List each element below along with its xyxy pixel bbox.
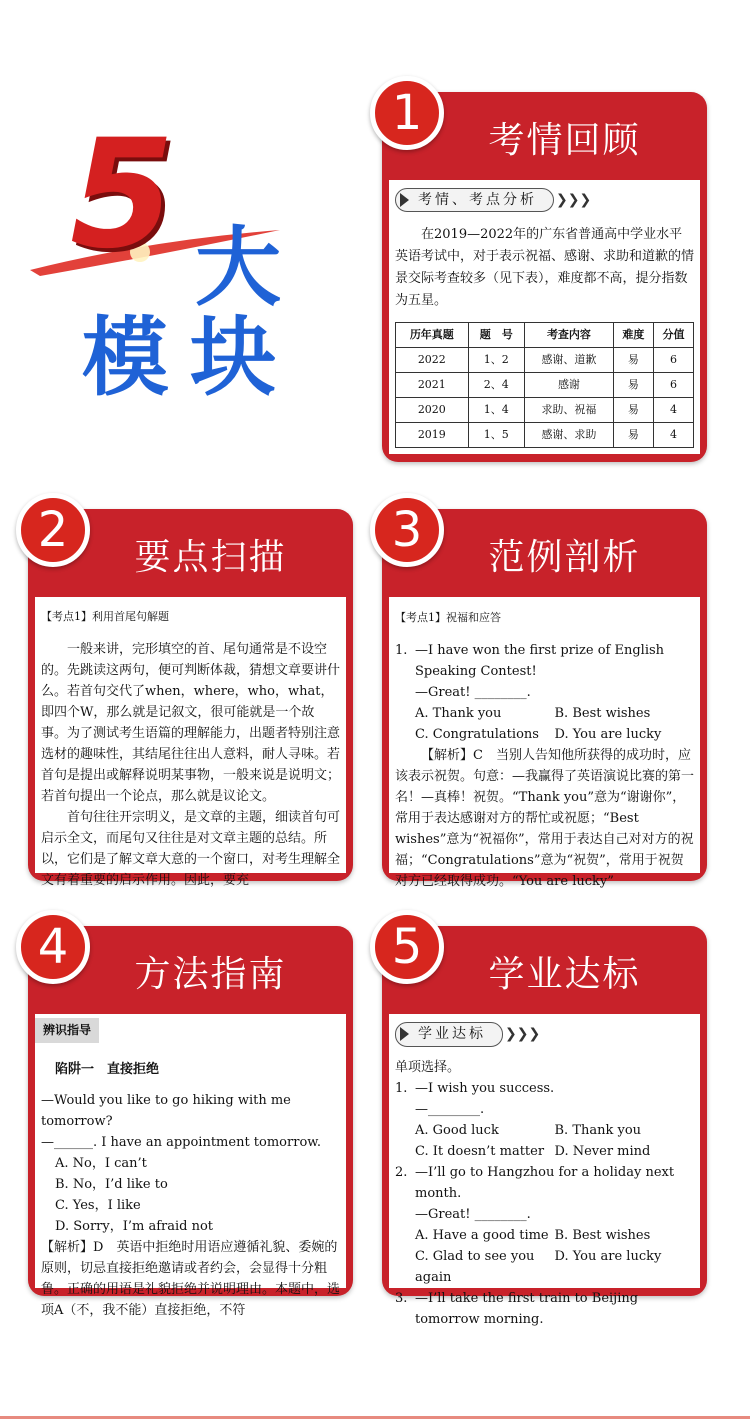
table-cell: 感谢 <box>524 373 613 398</box>
table-header: 历年真题 <box>396 323 469 348</box>
play-arrow-icon <box>400 1027 409 1041</box>
option-b: B. Best wishes <box>554 1228 651 1243</box>
card-title: 学业达标 <box>488 954 641 995</box>
module-card-1 <box>382 85 707 462</box>
paragraph-2: 首句往往开宗明义，是文章的主题，细读首句可启示全文，而尾句又往往是对文章主题的总结。所以，它们是了解文章大意的一个窗口，对考生理解全文有着重要的启示作用。因此，要充 <box>41 810 341 888</box>
table-cell: 易 <box>613 348 653 373</box>
option-a: A. Have a good time <box>415 1228 549 1243</box>
hero-line1: 大 <box>195 218 281 318</box>
table-cell: 6 <box>653 373 693 398</box>
card-content <box>389 1014 700 1327</box>
table-cell: 4 <box>653 423 693 448</box>
option-d: D. Never mind <box>554 1144 651 1159</box>
exam-table <box>395 322 694 448</box>
option-c: C. Glad to see you again <box>415 1249 535 1285</box>
question-line: —______. I have an appointment tomorrow. <box>41 1135 321 1150</box>
question-line: —I’ll take the first train to Beijing tomorrow morning. <box>415 1291 639 1327</box>
table-header: 难度 <box>613 323 653 348</box>
question-line: —Great! ________. <box>415 1207 531 1222</box>
table-cell: 求助、祝福 <box>524 398 613 423</box>
table-cell: 1、2 <box>468 348 524 373</box>
option-b: B. No，I’d like to <box>55 1177 168 1192</box>
intro-paragraph: 在2019—2022年的广东省普通高中学业水平英语考试中，对于表示祝福、感谢、求助和道歉的情景交际考查较多（见下表），难度都不高，提分指数为五星。 <box>395 227 695 308</box>
table-cell: 2、4 <box>468 373 524 398</box>
table-cell: 易 <box>613 373 653 398</box>
table-header: 分值 <box>653 323 693 348</box>
table-cell: 感谢、道歉 <box>524 348 613 373</box>
badge-2: 2 <box>16 493 90 567</box>
table-row <box>396 423 694 448</box>
section-pill: 学业达标 <box>395 1022 503 1047</box>
card-title: 考情回顾 <box>488 120 641 161</box>
option-d: D. You are lucky <box>554 1249 662 1264</box>
module-card-2 <box>28 502 353 888</box>
option-c: C. Congratulations <box>415 727 539 742</box>
option-a: A. Good luck <box>415 1123 499 1138</box>
question-line: —I have won the first prize of English Speaking Contest! <box>415 643 665 679</box>
chevrons-icon: ❯❯❯ <box>556 192 592 208</box>
hero-title <box>30 108 330 420</box>
chevrons-icon: ❯❯❯ <box>505 1026 541 1042</box>
card-content <box>35 597 346 888</box>
table-header: 题 号 <box>468 323 524 348</box>
trap-heading: 陷阱一 直接拒绝 <box>55 1062 160 1077</box>
table-row <box>396 398 694 423</box>
question-2: 2. —I’ll go to Hangzhou for a holiday next month. —Great! ________. A. Have a good time B. Best wishes C. Glad to see you again D. You are lucky <box>395 1162 694 1288</box>
question-line: —Would you like to go hiking with me tomorrow? <box>41 1093 291 1129</box>
table-header: 考查内容 <box>524 323 613 348</box>
module-card-3 <box>382 502 707 889</box>
point-heading: 【考点1】祝福和应答 <box>395 611 501 624</box>
module-card-4 <box>28 919 353 1318</box>
badge-4: 4 <box>16 910 90 984</box>
card-content <box>389 180 700 454</box>
option-c: C. It doesn’t matter <box>415 1144 545 1159</box>
table-cell: 2019 <box>396 423 469 448</box>
question-3: 3. —I’ll take the first train to Beijing tomorrow morning. <box>395 1288 694 1330</box>
paragraph-1: 一般来讲，完形填空的首、尾句通常是不设空的。先跳读这两句，便可判断体裁，猜想文章要讲什么。若首句交代了when，where，who，what，即四个W，那么就是记叙文，很可能就是一个故事。为了测试考生语篇的理解能力，出题者特别注意选材的趣味性，其结尾往往出人意料，耐人寻味。若首句是提出或解释说明某事物，一般来说是说明文；若首句提出一个论点，那么就是议论文。 <box>41 642 341 804</box>
module-card-5 <box>382 919 707 1327</box>
option-d: D. You are lucky <box>554 727 662 742</box>
table-cell: 2022 <box>396 348 469 373</box>
analysis-paragraph: 【解析】C 当别人告知他所获得的成功时，应该表示祝贺。句意：—我赢得了英语演说比赛的第一名！—真棒！祝贺。“Thank you”意为“谢谢你”，常用于表达感谢对方的帮忙或祝愿；“Best wishes”意为“祝福你”，常用于表达自己对对方的祝福；“Congratulations”意为“祝贺”，常用于祝贺对方已经取得成功。“You are lucky” <box>395 748 695 889</box>
badge-3: 3 <box>370 493 444 567</box>
card-title: 范例剖析 <box>488 537 641 578</box>
table-row <box>396 348 694 373</box>
card-content <box>35 1014 346 1318</box>
question-1: 1. —I have won the first prize of English Speaking Contest! —Great! ________. A. Thank you B. Best wishes C. Congratulations D. You are lucky <box>395 640 694 745</box>
question-line: —I wish you success. <box>415 1081 555 1096</box>
question-line: —Great! ________. <box>415 685 531 700</box>
section-tag: 辨识指导 <box>35 1018 99 1043</box>
card-title: 方法指南 <box>134 954 287 995</box>
card-title: 要点扫描 <box>134 537 287 578</box>
table-cell: 易 <box>613 423 653 448</box>
intro-text: 单项选择。 <box>395 1060 461 1075</box>
question-line: —________. <box>415 1102 485 1117</box>
option-d: D. Sorry，I’m afraid not <box>55 1219 214 1234</box>
table-cell: 4 <box>653 398 693 423</box>
table-cell: 1、4 <box>468 398 524 423</box>
point-heading: 【考点1】利用首尾句解题 <box>41 610 169 623</box>
question-1: 1. —I wish you success. —________. A. Good luck B. Thank you C. It doesn’t matter D. Never mind <box>395 1078 694 1162</box>
card-content <box>389 597 700 889</box>
analysis-paragraph: 【解析】D 英语中拒绝时用语应遵循礼貌、委婉的原则，切忌直接拒绝邀请或者约会，会显得十分粗鲁。正确的用语是礼貌拒绝并说明理由。本题中，选项A（不，我不能）直接拒绝，不符 <box>41 1240 341 1318</box>
table-cell: 2021 <box>396 373 469 398</box>
question-line: —I’ll go to Hangzhou for a holiday next month. <box>415 1165 675 1201</box>
table-row <box>396 373 694 398</box>
option-a: A. No，I can’t <box>55 1156 147 1171</box>
hero-line2: 模块 <box>82 308 298 408</box>
hero-number: 5 <box>70 108 175 282</box>
play-arrow-icon <box>400 193 409 207</box>
option-b: B. Thank you <box>554 1123 642 1138</box>
option-b: B. Best wishes <box>554 706 651 721</box>
table-cell: 易 <box>613 398 653 423</box>
badge-5: 5 <box>370 910 444 984</box>
table-cell: 感谢、求助 <box>524 423 613 448</box>
option-c: C. Yes，I like <box>55 1198 141 1213</box>
badge-1: 1 <box>370 76 444 150</box>
table-cell: 2020 <box>396 398 469 423</box>
section-pill: 考情、考点分析 <box>395 188 554 212</box>
table-cell: 1、5 <box>468 423 524 448</box>
table-cell: 6 <box>653 348 693 373</box>
option-a: A. Thank you <box>415 706 502 721</box>
